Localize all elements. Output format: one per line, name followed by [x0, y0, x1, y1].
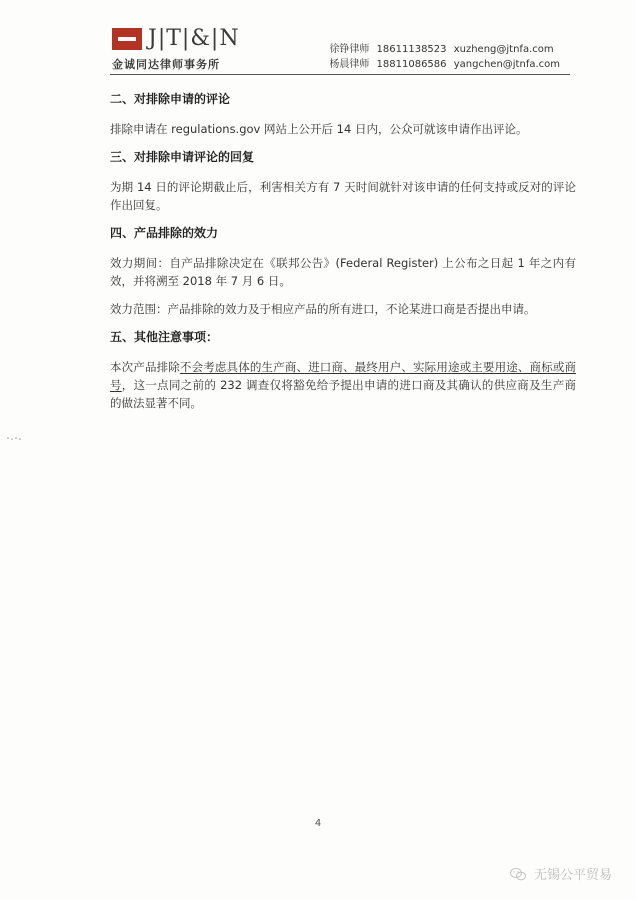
paragraph: 效力期间：自产品排除决定在《联邦公告》(Federal Register) 上公布之日起 1 年之内有效，并将溯至 2018 年 7 月 6 日。	[110, 256, 576, 288]
notice-emphasis: 不会考虑具体的生产商、进口商、最终用户、实际用途或主要用途、商标或商号	[110, 360, 577, 392]
wechat-icon	[510, 868, 526, 881]
contact-email: xuzheng@jtnfa.com	[453, 44, 554, 55]
notice-lead: 本次产品排除	[110, 360, 180, 374]
firm-logo	[112, 24, 322, 72]
section-heading: 五、其他注意事项：	[110, 330, 219, 344]
watermark	[510, 864, 612, 883]
contact-name: 徐铮律师	[329, 44, 370, 55]
contact-info	[329, 42, 564, 72]
scan-artifact	[6, 428, 22, 438]
contact-row	[329, 42, 564, 57]
notice-paragraph	[110, 358, 576, 412]
paragraph: 排除申请在 regulations.gov 网站上公开后 14 日内，公众可就该申请作出评论。	[110, 122, 528, 136]
document-body	[110, 80, 576, 422]
paragraph: 为期 14 日的评论期截止后，利害相关方有 7 天时间就针对该申请的任何支持或反对的评论作出回复。	[110, 180, 576, 212]
header-divider	[110, 74, 570, 75]
contact-row	[329, 57, 564, 72]
firm-name: 金诚同达律师事务所	[112, 58, 220, 71]
contact-name: 杨晨律师	[329, 59, 370, 70]
section-effect	[110, 224, 576, 318]
section-heading: 三、对排除申请评论的回复	[110, 150, 255, 164]
section-notes	[110, 328, 576, 412]
section-heading: 二、对排除申请的评论	[110, 92, 231, 106]
notice-rest: ，这一点同之前的 232 调查仅将豁免给予提出申请的进口商及其确认的供应商及生产商的做法显著不同。	[110, 378, 576, 410]
logo-mark: J|T|&|N	[148, 26, 240, 51]
contact-phone: 18611138523	[376, 44, 447, 55]
section-comments	[110, 90, 576, 138]
contact-email: yangchen@jtnfa.com	[453, 59, 560, 70]
watermark-text: 无锡公平贸易	[533, 868, 612, 883]
logo-red-block	[112, 28, 142, 50]
paragraph: 效力范围：产品排除的效力及于相应产品的所有进口，不论某进口商是否提出申请。	[110, 302, 536, 316]
section-heading: 四、产品排除的效力	[110, 226, 219, 240]
contact-phone: 18811086586	[376, 59, 447, 70]
page-number: 4	[314, 818, 322, 829]
section-replies	[110, 148, 576, 214]
